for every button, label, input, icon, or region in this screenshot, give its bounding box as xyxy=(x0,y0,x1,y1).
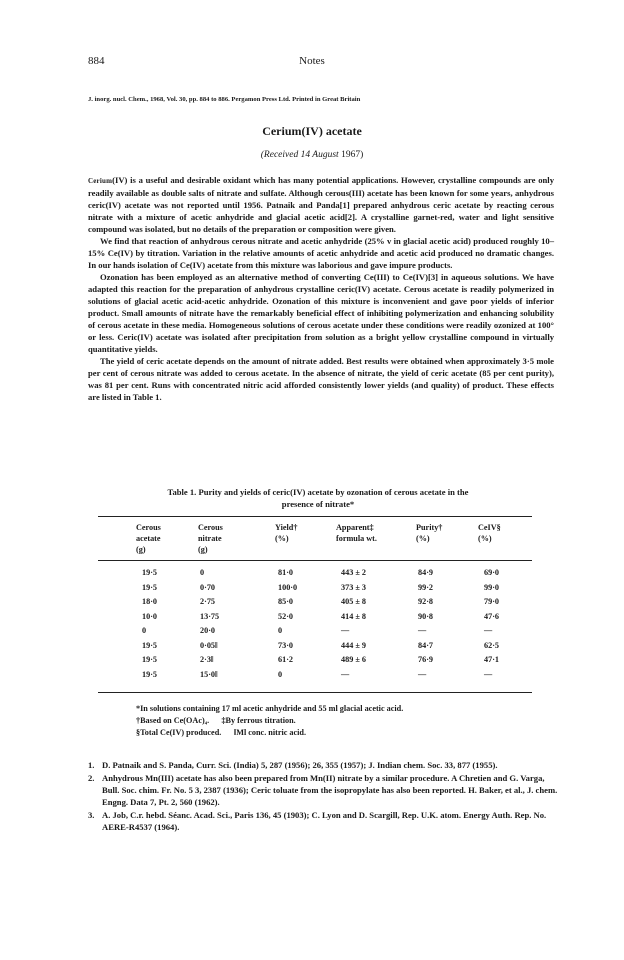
table-cell: 99·2 xyxy=(418,582,434,592)
table-cell: — xyxy=(341,669,350,679)
table-header-rule xyxy=(98,560,532,561)
received-day: 14 August xyxy=(300,150,339,160)
table-cell: 18·0 xyxy=(142,597,158,606)
paragraph-1-lead: Cerium xyxy=(88,177,113,185)
table-cell: 0 xyxy=(278,626,283,635)
table-bottom-rule xyxy=(98,692,532,693)
table-footnote-1: *In solutions containing 17 ml acetic anhydride and 55 ml glacial acetic acid. xyxy=(136,704,404,713)
reference-text: A. Job, C.r. hebd. Séanc. Acad. Sci., Paris 136, 45 (1903); C. Lyon and D. Scargill, Rep. U.K. atom. Energy Auth. Rep. No. AERE-R4537 (1964). xyxy=(102,810,547,832)
table-cell: 61·2 xyxy=(278,655,294,664)
table-cell: 73·0 xyxy=(278,640,294,650)
col-header-yield: Yield† (%) xyxy=(275,523,298,543)
table-cell: 47·1 xyxy=(484,655,500,664)
table-cell: 414 ± 8 xyxy=(341,611,366,621)
table-cell: 405 ± 8 xyxy=(341,597,366,606)
table-cell: 444 ± 9 xyxy=(341,640,366,650)
col-header-apparent-formula-wt: Apparent‡ formula wt. xyxy=(336,523,377,543)
table-cell: 62·5 xyxy=(484,640,500,650)
received-year: 1967) xyxy=(341,150,364,160)
table-cell: — xyxy=(484,626,493,635)
table-cell: 2·75 xyxy=(200,597,216,606)
col-header-cerous-acetate: Cerous acetate (g) xyxy=(136,523,161,554)
table-footnotes xyxy=(136,703,403,739)
table-cell: — xyxy=(418,626,427,635)
table-caption-line-1: Table 1. Purity and yields of ceric(IV) acetate by ozonation of cerous acetate in the xyxy=(167,487,469,497)
table-cell: 19·5 xyxy=(142,669,158,679)
reference-number: 3. xyxy=(88,810,95,820)
reference-number: 2. xyxy=(88,773,95,783)
table-cell: 85·0 xyxy=(278,597,294,606)
table-cell: 99·0 xyxy=(484,582,500,592)
table-cell: 373 ± 3 xyxy=(341,582,366,592)
table-cell: 13·75 xyxy=(200,611,220,621)
table-cell: 0 xyxy=(200,568,205,577)
paragraph-2: We find that reaction of anhydrous cerous nitrate and acetic anhydride (25% v in glacial acetic acid) produced roughly 10–15% Ce(IV) by titration. Variation in the relative amounts of acetic anhydride and acetic acid produced no dramatic changes. In our hands isolation of Ce(IV) acetate from this mixture was laborious and gave impure products. xyxy=(88,236,554,270)
reference-2 xyxy=(88,772,558,808)
reference-number: 1. xyxy=(88,760,95,770)
table-cell: 443 ± 2 xyxy=(341,568,366,577)
table-cell: 19·5 xyxy=(142,568,158,577)
table-cell: 0 xyxy=(278,669,283,679)
running-header: Notes xyxy=(299,55,325,67)
received-label: (Received xyxy=(260,150,299,160)
reference-text: Anhydrous Mn(III) acetate has also been prepared from Mn(II) nitrate by a similar procedure. A Chretien and G. Varga, Bull. Soc. chim. Fr. No. 5 3, 2387 (1936); Ceric toluate from the isopropylate has also been reported. H. Baker, et al., J. chem. Engng. Data 7, Pt. 2, 560 (1962). xyxy=(102,773,558,807)
article-body xyxy=(88,174,554,403)
table-cell: 0·70 xyxy=(200,582,216,592)
table-cell: 19·5 xyxy=(142,640,158,650)
table-cell: 69·0 xyxy=(484,568,500,577)
article-title: Cerium(IV) acetate xyxy=(262,124,362,138)
table-cell: 489 ± 6 xyxy=(341,655,366,664)
col-header-ce-iv: CeIV§ (%) xyxy=(478,523,501,543)
paragraph-1 xyxy=(88,174,554,235)
paragraph-4: The yield of ceric acetate depends on the amount of nitrate added. Best results were obtained when approximately 3·5 mole per cent of cerous nitrate was added to cerous acetate. In the absence of nitrate, the yield of ceric acetate (85 per cent purity), was 81 per cent. Runs with concentrated nitric acid afforded consistently lower yields (and quality) of product. These effects are listed in Table 1. xyxy=(88,356,554,402)
table-cell: 92·8 xyxy=(418,597,434,606)
table-cell: 84·9 xyxy=(418,568,434,577)
table-cell: 19·5 xyxy=(142,582,158,592)
table-cell: 0 xyxy=(142,626,147,635)
table-cell: 81·0 xyxy=(278,568,294,577)
reference-3 xyxy=(88,809,558,833)
col-header-purity: Purity† (%) xyxy=(416,523,443,543)
table-cell: 84·7 xyxy=(418,640,434,650)
table-cell: 52·0 xyxy=(278,611,294,621)
journal-citation: J. inorg. nucl. Chem., 1968, Vol. 30, pp. 884 to 886. Pergamon Press Ltd. Printed in Great Britain xyxy=(88,96,361,103)
table-cell: 79·0 xyxy=(484,597,500,606)
references xyxy=(88,759,558,834)
table-cell: 100·0 xyxy=(278,582,298,592)
table-cell: 15·0ǁ xyxy=(200,669,218,679)
reference-text: D. Patnaik and S. Panda, Curr. Sci. (India) 5, 287 (1956); 26, 355 (1957); J. Indian chem. Soc. 33, 877 (1955). xyxy=(102,760,498,770)
page-number: 884 xyxy=(88,55,105,67)
reference-1 xyxy=(88,759,558,771)
table-cell: 2·3ǁ xyxy=(200,655,214,664)
table-cell: 20·0 xyxy=(200,626,216,635)
table-cell: — xyxy=(484,669,493,679)
table-cell: 76·9 xyxy=(418,655,434,664)
table-caption xyxy=(118,486,518,510)
paragraph-1-text: (IV) is a useful and desirable oxidant which has many potential applications. However, crystalline compounds are only readily available as double salts of nitrate and sulfate. Although cerous(III) acetate has been known for some years, anhydrous ceric(IV) acetate was not reported until 1956. Patnaik and Panda[1] prepared anhydrous ceric acetate by reacting cerous nitrate with a mixture of acetic anhydride and glacial acetic acid[2]. A crystalline garnet-red, water and light sensitive compound was isolated, but no details of the preparation or composition were given. xyxy=(88,175,554,234)
table-caption-line-2: presence of nitrate* xyxy=(281,499,355,509)
table-top-rule xyxy=(98,516,532,517)
table-footnote-2: †Based on Ce(OAc)₄. ‡By ferrous titration. xyxy=(136,716,296,725)
col-header-cerous-nitrate: Cerous nitrate (g) xyxy=(198,523,223,554)
received-date xyxy=(0,150,624,160)
table-footnote-3: §Total Ce(IV) produced. ǁMl conc. nitric acid. xyxy=(136,728,307,737)
table-cell: 90·8 xyxy=(418,611,434,621)
table-cell: — xyxy=(341,626,350,635)
paragraph-3: Ozonation has been employed as an alternative method of converting Ce(III) to Ce(IV)[3] in aqueous solutions. We have adapted this reaction for the preparation of anhydrous crystalline ceric(IV) acetate. Cerous acetate is readily polymerized in solutions of glacial acetic acid-acetic anhydride. Ozonation of this mixture is inconvenient and gave poor yields of inferior product. Small amounts of nitrate have the remarkably beneficial effect of inhibiting polymerization and enhancing solubility of cerous acetate in these media. Homogeneous solutions of cerous acetate under these conditions were readily ozonized at 100° or less. Ceric(IV) acetate was isolated after precipitation from solution as a bright yellow crystalline compound in virtually quantitative yields. xyxy=(88,272,554,354)
table-cell: — xyxy=(418,669,427,679)
table-cell: 10·0 xyxy=(142,611,158,621)
table-cell: 19·5 xyxy=(142,655,158,664)
table-cell: 47·6 xyxy=(484,611,500,621)
table-cell: 0·05ǁ xyxy=(200,640,218,650)
